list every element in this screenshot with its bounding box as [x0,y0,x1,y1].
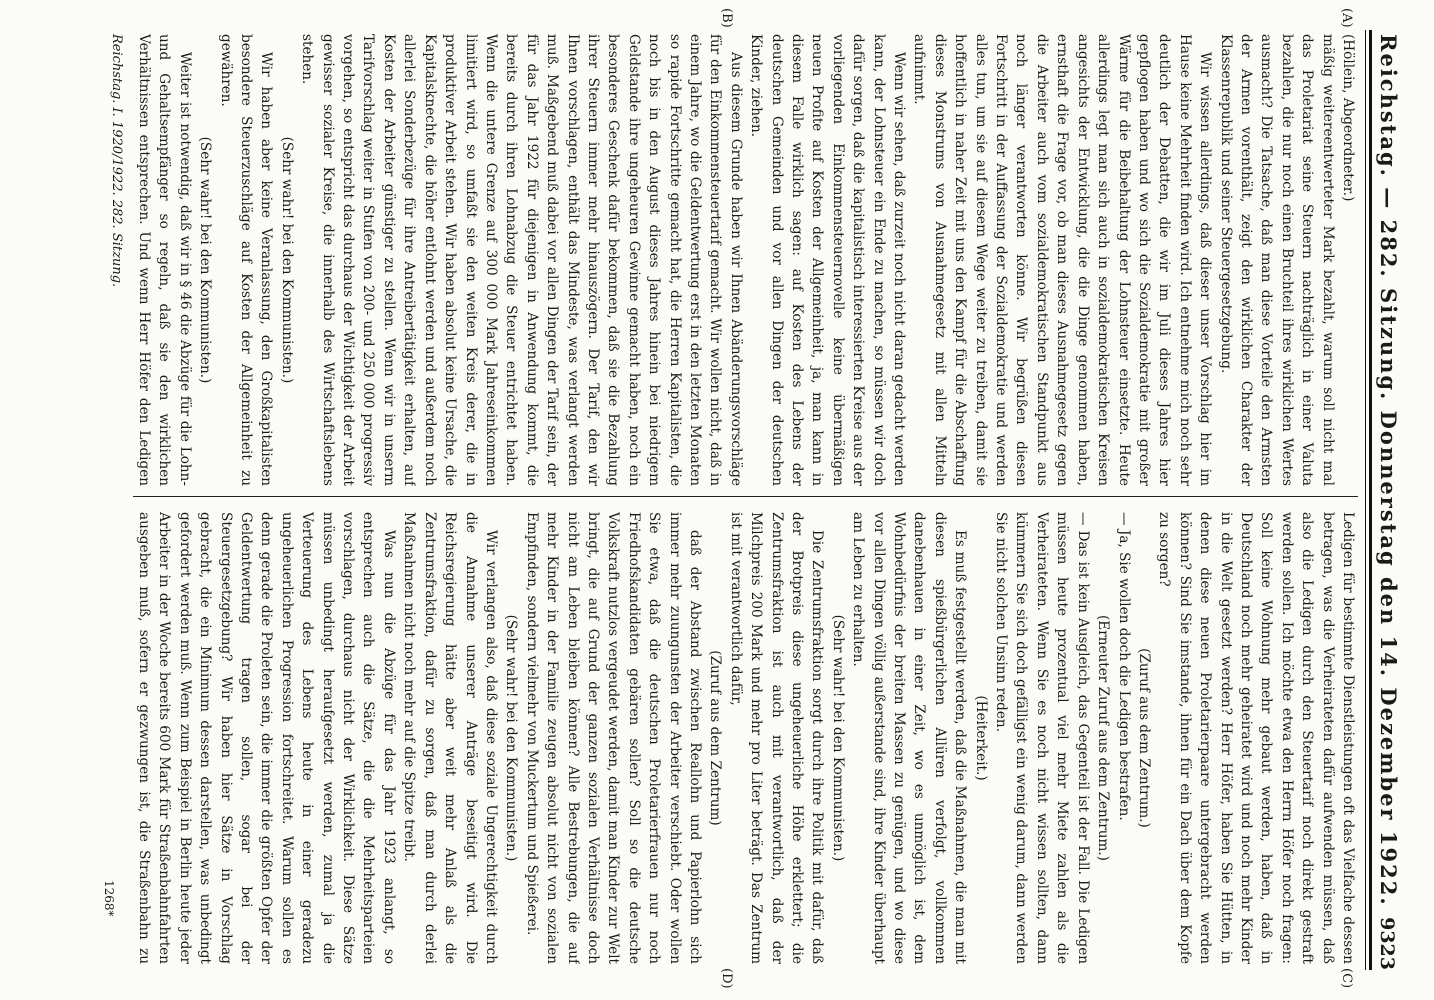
column-divider [133,496,1358,497]
paragraph: Wir verlangen also, daß diese soziale Ungerechtigkeit durch die Annahme unserer Anträge beseitigt wird. Die Reichsregierung hätte aber weit mehr Anlaß als die Zentrumsfraktion, dafür zu sorgen, daß man durch derlei Maßnahmen nicht noch mehr auf die Spitze treibt. [401,512,499,964]
header-rule [1369,30,1372,970]
paragraph: mäßig weitereentwerteter Mark bezahlt, warum soll nicht mal das Proletariat seine Steuern nachträglich in einer Valuta bezahlen, die nur noch einen Bruchteil ihres wirklichen Wertes ausmacht? Die Tatsache, daß man diese Vorteile den Armsten der Armen vorenthält, zeigt den wirklichen Charakter der Klassenrepublik und seiner Steuergesetzgebung. [1217,34,1336,486]
paragraph: Wir haben aber keine Veranlassung, den Großkapitalisten besondere Steuerzuschläge auf Kosten der Allgemeinheit zu gewähren. [217,34,275,486]
interjection: (Sehr wahr! bei den Kommunisten.) [278,136,295,384]
paragraph: Aus diesem Grunde haben wir Ihnen Abänderungsvorschläge für den Einkommensteuertarif gemacht. Wir wollen nicht, daß in einem Jahre, wo die Geldentwertung erst in den letzten Monaten so rapide Fortschritte gemacht hat, die Herren Kapitalisten, die noch bis in den August dieses Jahres hinein bei niedrigem Geldstande ihre ungeheuren Gewinne gemacht haben, noch ein besonderes Geschenk dafür bekommen, daß sie die Bezahlung ihrer Steuern immer mehr hinauszögern. Der Tarif, den wir Ihnen vorschlagen, enthält das Mindeste, was verlangt werden muß. Maßgebend muß dabei vor allen Dingen der Tarif sein, der für das Jahr 1922 für diejenigen in Anwendung kommt, die bereits durch ihren Lohnabzug die Steuer entrichtet haben. Wenn die untere Grenze auf 300 000 Mark Jahreseinkommen limitiert wird, so umfaßt sie den weiten Kreis derer, die in produktiver Arbeit stehen. Wir haben absolut keine Ursache, die Kapitalsknechte, die höher entlohnt werden und außerdem noch allerlei Sonderbezüge für ihre Antreibertätigkeit erhalten, auf Kosten der Arbeiter günstiger zu stellen. Wenn wir in unserm Tarifvorschlag weiter in Stufen von 200- und 250 000 progressiv vorgehen, so entspricht das durchaus der Wichtigkeit der Arbeit gewisser sozialer Kreise, die innerhalb des Wirtschaftslebens stehen. [299,34,744,486]
paragraph: daß der Abstand zwischen Reallohn und Papierlohn sich immer mehr zuungunsten der Arbeiter verschiebt. Oder wollen Sie etwa, daß die deutschen Proletarierfrauen nur noch Friedhofskandidaten gebären sollen? Soll so die deutsche Volkskraft nutzlos vergeudet werden, damit man Kinder zur Welt bringt, die auf Grund der ganzen sozialen Verhältnisse doch nicht am Leben bleiben können? Alle Bestrebungen, die auf mehr Kinder in der Familie zeugen absolut nicht von sozialen Empfinden, sondern vielmehr von Muckertum und Spießerei. [523,512,703,964]
paragraph: Wenn wir sehen, daß zurzeit noch nicht daran gedacht werden kann, der Lohnsteuer ein Ende zu machen, so müssen wir doch dafür sorgen, daß die kapitalistisch interessierten Kreise aus der vorliegenden Einkommensteuernovelle keine übermäßigen neuen Profite auf Kosten der Allgemeinheit, ja, man kann in diesem Falle wirklich sagen: auf Kosten des Lebens der deutschen Gemeinden und vor allen Dingen der deutschen Kinder, ziehen. [748,34,908,486]
header-rule-thin [1365,30,1366,970]
paragraph: Es muß festgestellt werden, daß die Maßnahmen, die man mit diesen spießbürgerlichen Allüren verfolgt, vollkommen danebenhauen in einer Zeit, wo es unmöglich ist, dem Wohnbedürfnis der breiten Massen zu genügen, und wo diese vor allen Dingen völlig außerstande sind, ihre Kinder überhaupt am Leben zu erhalten. [850,512,969,964]
interjection: (Zuruf aus dem Zentrum) [707,650,724,826]
interjection: (Zuruf aus dem Zentrum.) [1135,648,1152,828]
margin-mark-b: (B) [719,8,734,28]
paragraph: Ledigen für bestimmte Dienstleistungen oft das Vielfache dessen betragen, was die Verheirateten dafür aufwenden müssen, daß also die Ledigen durch den Steuertarif noch direkt gestraft werden sollen. Ich möchte etwa den Herrn Höfer noch fragen: Soll keine Wohnung mehr gebaut werden, haben, daß in Deutschland noch mehr geheiratet wird und noch mehr Kinder in die Welt gesetzt werden? Herr Höfer, haben Sie Hütten, in denen diese neuen Proletarierpaare untergebracht werden können? Sind Sie imstande, ihnen für ein Dach über dem Kopfe zu sorgen? [1156,512,1356,964]
interjection: (Sehr wahr! bei den Kommunisten.) [503,614,520,862]
paragraph: Was nun die Abzüge für das Jahr 1923 anlangt, so entsprechen auch die Sätze, die die Mehrheitsparteien vorschlagen, durchaus nicht der Wirklichkeit. Diese Sätze müssen unbedingt heraufgesetzt werden, zumal ja die Verteuerung des Lebens heute in einer geradezu ungeheuerlichen Progression fortschreitet. Warum sollen es denn gerade die Proleten sein, die immer die größten Opfer der Geldentwertung tragen sollen, sogar bei der Steuergesetzgebung? Wir haben hier Sätze in Vorschlag gebracht, die ein Minimum dessen darstellen, was unbedingt gefordert werden muß. Wenn zum Beispiel in Berlin heute jeder Arbeiter in der Woche bereits 600 Mark für Straßenbahnfahrten ausgeben muß, sofern er gezwungen ist, die Straßenbahn zu [136,512,397,964]
paragraph: Weiter ist notwendig, daß wir in § 46 die Abzüge für die Lohn- und Gehaltsempfänger so regeln, daß sie den wirklichen Verhältnissen entsprechen. Und wenn Herr Höfer den Ledigen [136,34,193,486]
margin-mark-c: (C) [1339,968,1354,989]
margin-mark-d: (D) [719,968,734,989]
page-number: 9323 [1376,917,1398,970]
page-footer: Reichstag. I. 1920/1922. 282. Sitzung. [109,34,124,288]
margin-mark-a: (A) [1339,8,1354,28]
left-column [133,34,1358,486]
paragraph: — Ja, Sie wollen doch die Ledigen bestrafen. [1115,512,1132,821]
interjection: (Sehr wahr! bei den Kommunisten.) [197,136,214,384]
right-column [133,512,1358,964]
page-header [1376,34,1416,970]
page-title: Reichstag. — 282. Sitzung. Donnerstag den 14. Dezember 1922. [1376,34,1401,907]
signature-mark: 1268* [102,880,116,917]
interjection: (Sehr wahr! bei den Kommunisten.) [829,614,846,862]
interjection: (Heiterkeit.) [972,695,989,781]
paragraph: Die Zentrumsfraktion sorgt durch ihre Politik mit dafür, daß der Brotpreis diese ungeheuerliche Höhe erklettert; die Zentrumsfraktion ist auch mit verantwortlich, daß der Milchpreis 200 Mark und mehr pro Liter beträgt. Das Zentrum ist mit verantwortlich dafür, [727,512,826,964]
interjection: (Erneuter Zuruf aus dem Zentrum.) [1095,614,1112,861]
paragraph: Wir wissen allerdings, daß dieser unser Vorschlag hier im Hause keine Mehrheit finden wird. Ich entnehme mich noch sehr deutlich der Debatten, die wir im Juli dieses Jahres hier gepflogen haben und wo sich die Sozialdemokratie mit großer Wärme für die Beibehaltung der Lohnsteuer einsetzte. Heute allerdings legt man sich auch in sozialdemokratischen Kreisen angesichts der Entwicklung, die die Dinge genommen haben, ernsthaft die Frage vor, ob man dieses Ausnahmegesetz gegen die Arbeiter auch vom sozialdemokratischen Standpunkt aus noch länger verantworten könne. Wir begrüßen diesen Fortschritt in der Auffassung der Sozialdemokratie und werden alles tun, um sie auf diesem Wege weiter zu treiben, damit sie hoffentlich in naher Zeit mit uns den Kampf für die Abschaffung dieses Monstrums von Ausnahmegesetz mit allen Mitteln aufnimmt. [911,34,1214,486]
paragraph: (Höllein, Abgeordneter.) [1340,34,1356,202]
paragraph: — Das ist kein Ausgleich, das Gegenteil ist der Fall. Die Ledigen müssen heute prozentual viel mehr Miete zahlen als die Verheirateten. Wenn Sie es noch nicht wissen sollten, dann kümmern Sie sich doch gefälligst ein wenig darum, dann werden Sie nicht solchen Unsinn reden. [993,512,1091,964]
